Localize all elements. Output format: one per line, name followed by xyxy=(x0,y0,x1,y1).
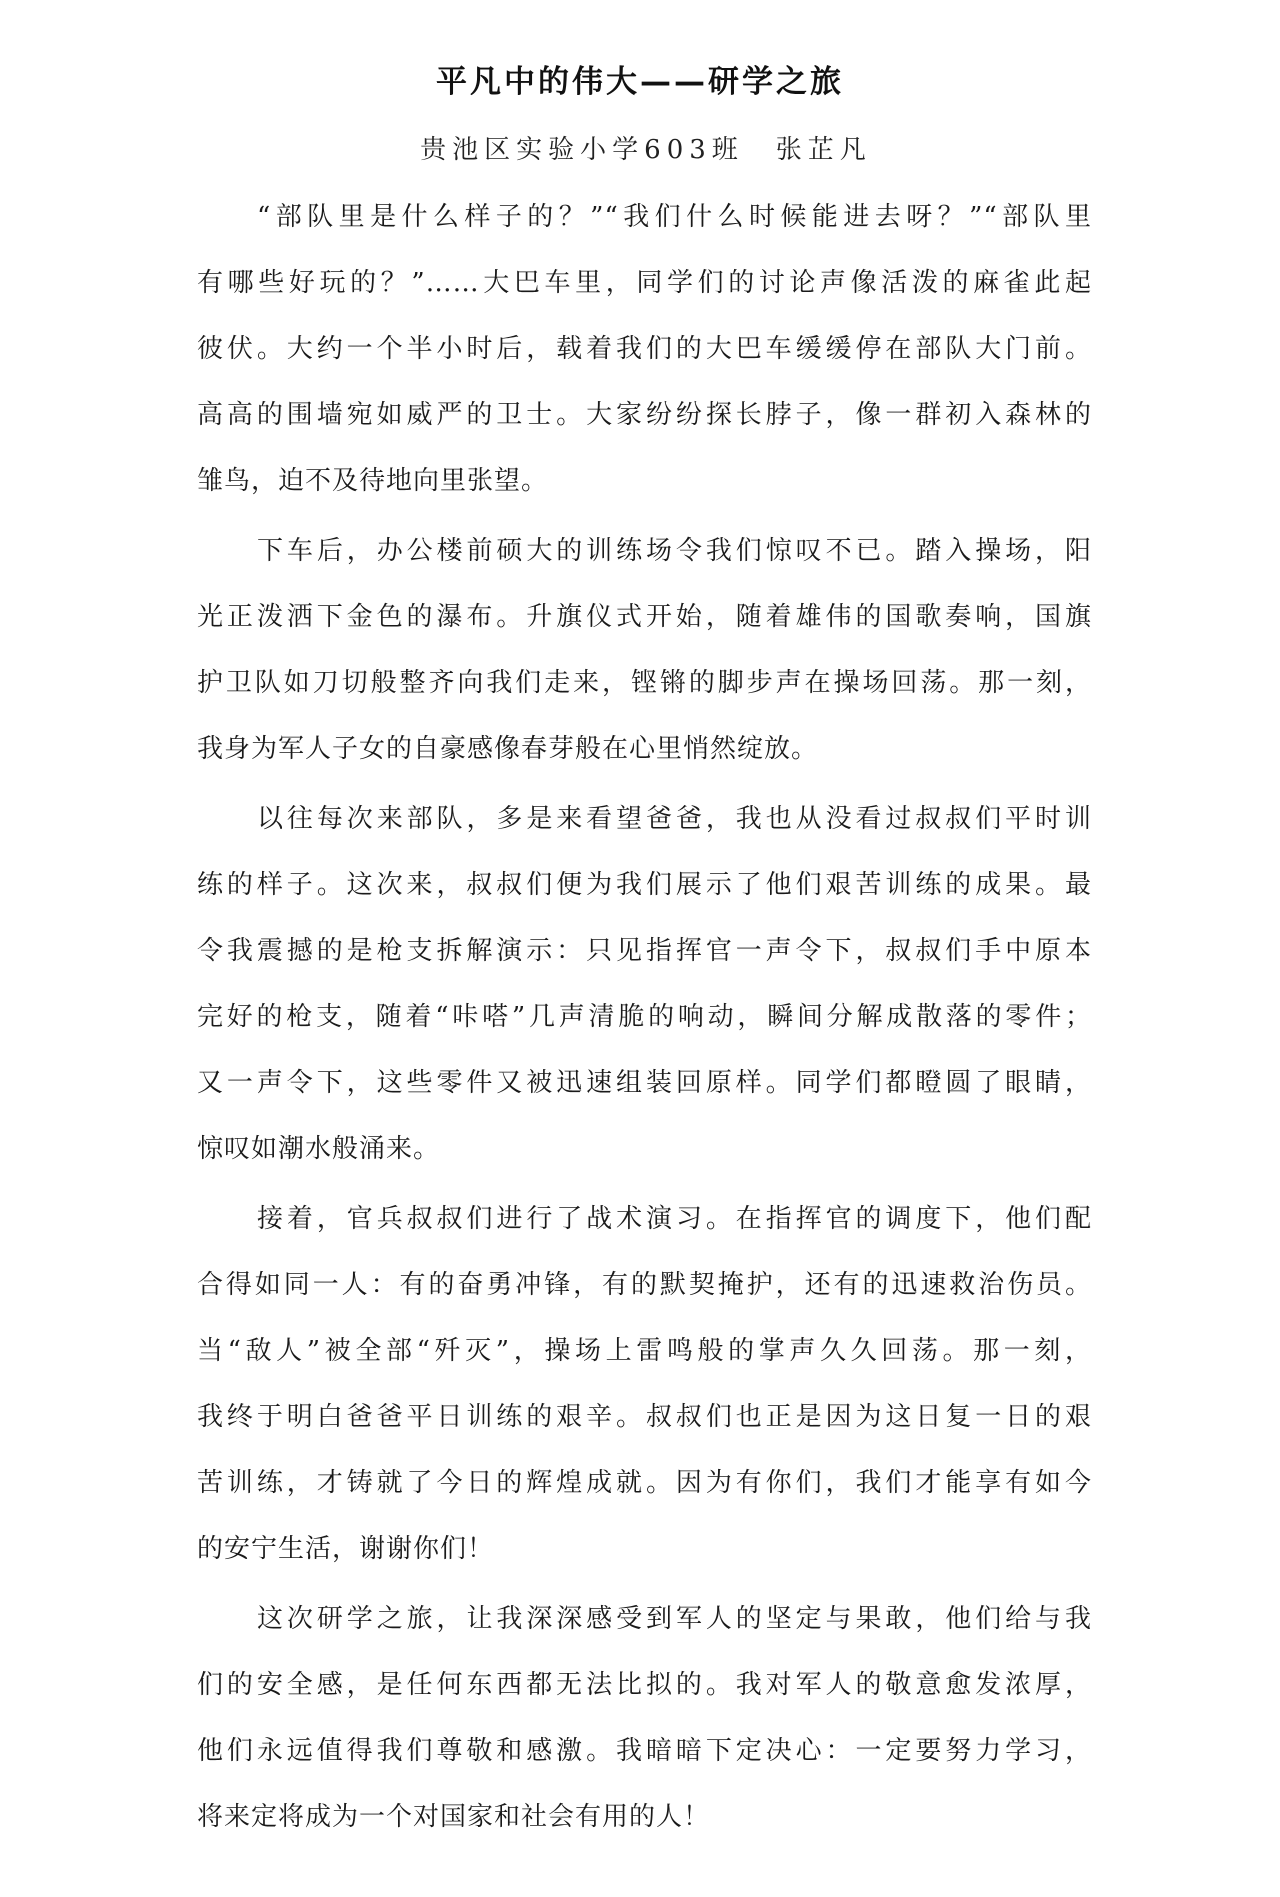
text-line: 有哪些好玩的？”……大巴车里，同学们的讨论声像活泼的麻雀此起 xyxy=(197,268,1092,298)
paragraph-3 xyxy=(197,798,1092,1194)
text-line: 下车后，办公楼前硕大的训练场令我们惊叹不已。踏入操场，阳 xyxy=(257,536,1092,566)
text-line: 将来定将成为一个对国家和社会有用的人！ xyxy=(197,1802,711,1832)
text-line: 惊叹如潮水般涌来。 xyxy=(197,1134,441,1164)
text-line: 令我震撼的是枪支拆解演示：只见指挥官一声令下，叔叔们手中原本 xyxy=(197,936,1092,966)
text-line: 高高的围墙宛如威严的卫士。大家纷纷探长脖子，像一群初入森林的 xyxy=(197,400,1092,430)
text-line: 以往每次来部队，多是来看望爸爸，我也从没看过叔叔们平时训 xyxy=(257,804,1092,834)
document-title: 平凡中的伟大——研学之旅 xyxy=(436,64,844,100)
paragraph-5 xyxy=(197,1598,1092,1862)
text-line: 我终于明白爸爸平日训练的艰辛。叔叔们也正是因为这日复一日的艰 xyxy=(197,1402,1092,1432)
text-line: 练的样子。这次来，叔叔们便为我们展示了他们艰苦训练的成果。最 xyxy=(197,870,1092,900)
text-line: 的安宁生活，谢谢你们！ xyxy=(197,1534,495,1564)
paragraph-1 xyxy=(197,196,1092,526)
text-line: 雏鸟，迫不及待地向里张望。 xyxy=(197,466,549,496)
text-line: 他们永远值得我们尊敬和感激。我暗暗下定决心：一定要努力学习， xyxy=(197,1736,1092,1766)
text-line: 合得如同一人：有的奋勇冲锋，有的默契掩护，还有的迅速救治伤员。 xyxy=(197,1270,1092,1300)
text-line: 完好的枪支，随着“咔嗒”几声清脆的响动，瞬间分解成散落的零件； xyxy=(197,1002,1092,1032)
text-line: 我身为军人子女的自豪感像春芽般在心里悄然绽放。 xyxy=(197,734,819,764)
text-line: “部队里是什么样子的？”“我们什么时候能进去呀？”“部队里 xyxy=(257,202,1092,232)
text-line: 苦训练，才铸就了今日的辉煌成就。因为有你们，我们才能享有如今 xyxy=(197,1468,1092,1498)
text-line: 彼伏。大约一个半小时后，载着我们的大巴车缓缓停在部队大门前。 xyxy=(197,334,1092,364)
text-line: 们的安全感，是任何东西都无法比拟的。我对军人的敬意愈发浓厚， xyxy=(197,1670,1092,1700)
text-line: 又一声令下，这些零件又被迅速组装回原样。同学们都瞪圆了眼睛， xyxy=(197,1068,1092,1098)
author-byline: 贵池区实验小学603班 张芷凡 xyxy=(420,135,872,165)
paragraph-4 xyxy=(197,1198,1092,1594)
text-line: 光正泼洒下金色的瀑布。升旗仪式开始，随着雄伟的国歌奏响，国旗 xyxy=(197,602,1092,632)
document-body xyxy=(197,196,1092,1866)
paragraph-2 xyxy=(197,530,1092,794)
text-line: 护卫队如刀切般整齐向我们走来，铿锵的脚步声在操场回荡。那一刻， xyxy=(197,668,1092,698)
text-line: 当“敌人”被全部“歼灭”，操场上雷鸣般的掌声久久回荡。那一刻， xyxy=(197,1336,1092,1366)
text-line: 这次研学之旅，让我深深感受到军人的坚定与果敢，他们给与我 xyxy=(257,1604,1092,1634)
text-line: 接着，官兵叔叔们进行了战术演习。在指挥官的调度下，他们配 xyxy=(257,1204,1092,1234)
